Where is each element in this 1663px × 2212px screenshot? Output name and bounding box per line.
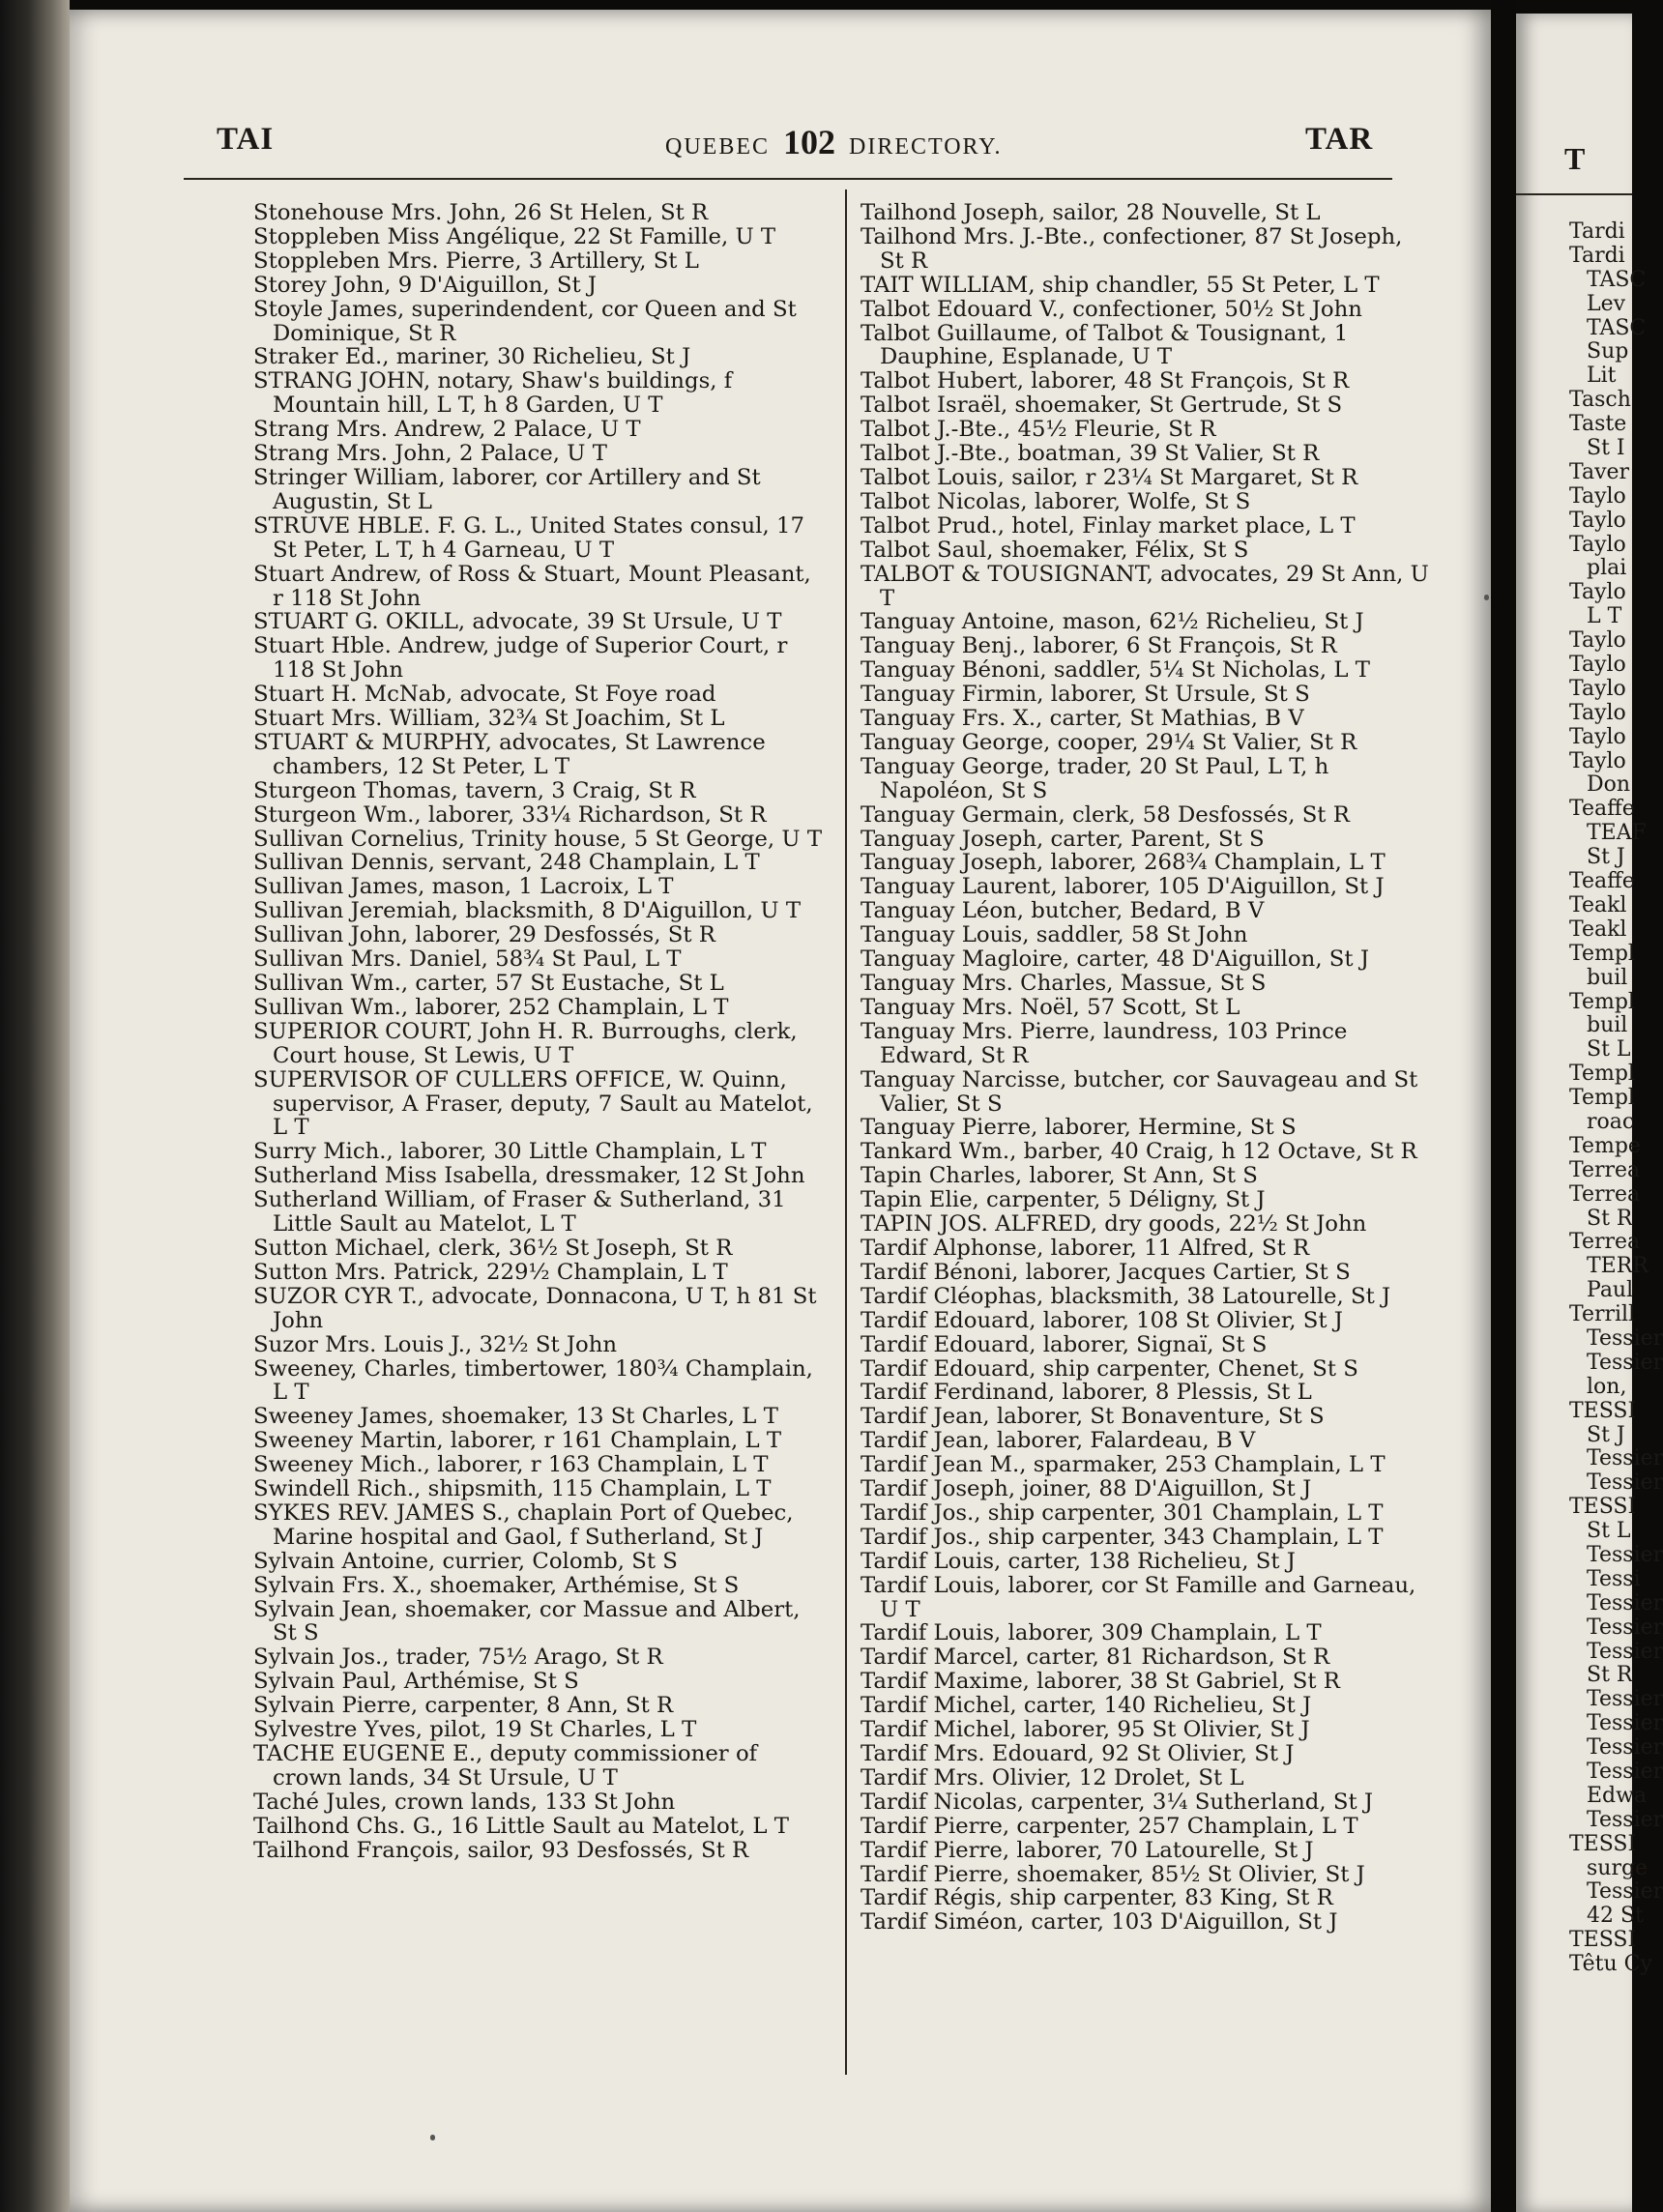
directory-entry: Tanguay Mrs. Charles, Massue, St S bbox=[861, 971, 1267, 996]
directory-entry: Strang Mrs. John, 2 Palace, U T bbox=[253, 441, 607, 467]
directory-entry: Tanguay Germain, clerk, 58 Desfossés, St R bbox=[861, 801, 1350, 828]
directory-entry: Talbot Hubert, laborer, 48 St François, St R bbox=[861, 368, 1350, 394]
directory-entry: Tanguay Bénoni, saddler, 5¼ St Nicholas, L T bbox=[861, 657, 1370, 684]
adjacent-page-line: Têtu Cy bbox=[1569, 1952, 1652, 1977]
adjacent-page-header: T bbox=[1564, 141, 1586, 176]
directory-entry: STRUVE HBLE. F. G. L., United States consul, 17 St Peter, L T, h 4 Garneau, U T bbox=[253, 512, 804, 563]
adjacent-page-line: TESSI bbox=[1569, 1928, 1637, 1953]
directory-entry: Sutherland Miss Isabella, dressmaker, 12 St John bbox=[253, 1163, 805, 1189]
adjacent-page-line: St R bbox=[1587, 1663, 1633, 1688]
adjacent-page-line: Tessier bbox=[1587, 1615, 1663, 1640]
directory-entry: Stuart Mrs. William, 32¾ St Joachim, St L bbox=[253, 706, 725, 732]
adjacent-page-line: Teakl bbox=[1569, 892, 1627, 917]
directory-entry: Tardif Joseph, joiner, 88 D'Aiguillon, St J bbox=[861, 1476, 1312, 1502]
directory-entry: Tardif Nicolas, carpenter, 3¼ Sutherland, St J bbox=[861, 1789, 1374, 1815]
adjacent-page-line: Taylo bbox=[1569, 532, 1626, 557]
adjacent-header-rule bbox=[1516, 193, 1632, 195]
directory-entry: Sweeney Martin, laborer, r 161 Champlain, L T bbox=[253, 1428, 782, 1454]
directory-entry: Tankard Wm., barber, 40 Craig, h 12 Octave, St R bbox=[861, 1139, 1417, 1165]
directory-entry: Tardif Michel, carter, 140 Richelieu, St J bbox=[861, 1693, 1312, 1719]
running-head-center bbox=[665, 122, 1002, 160]
adjacent-page-line: Terrea bbox=[1569, 1230, 1641, 1255]
directory-entry: Tanguay Pierre, laborer, Hermine, St S bbox=[861, 1115, 1297, 1141]
adjacent-page-line: TEAF bbox=[1587, 821, 1647, 846]
directory-entry: Tanguay Louis, saddler, 58 St John bbox=[861, 922, 1248, 948]
adjacent-page-line: Tasch bbox=[1569, 388, 1631, 413]
adjacent-page-line: Taylo bbox=[1569, 580, 1626, 605]
adjacent-page-line: surge bbox=[1587, 1855, 1648, 1880]
adjacent-page-line: Taylo bbox=[1569, 508, 1626, 533]
directory-entry: Talbot Prud., hotel, Finlay market place, L T bbox=[861, 512, 1356, 538]
directory-entry: Talbot Louis, sailor, r 23¼ St Margaret, St R bbox=[861, 464, 1358, 490]
adjacent-page-line: 42 St bbox=[1587, 1904, 1644, 1929]
running-head-title: DIRECTORY. bbox=[849, 134, 1003, 160]
adjacent-page-line: St L bbox=[1587, 1519, 1631, 1544]
adjacent-page-line: Tessier bbox=[1587, 1325, 1663, 1351]
adjacent-page-line: Tessier bbox=[1587, 1735, 1663, 1761]
adjacent-page-line: Tardi bbox=[1569, 219, 1625, 244]
directory-entry: Tardif Michel, laborer, 95 St Olivier, St J bbox=[861, 1717, 1310, 1743]
directory-entry: TAIT WILLIAM, ship chandler, 55 St Peter, L T bbox=[861, 272, 1380, 298]
directory-entry: Tailhond Chs. G., 16 Little Sault au Matelot, L T bbox=[253, 1813, 789, 1839]
directory-entry: Straker Ed., mariner, 30 Richelieu, St J bbox=[253, 344, 691, 370]
adjacent-page-line: Terrea bbox=[1569, 1181, 1641, 1207]
directory-entry: Tardif Maxime, laborer, 38 St Gabriel, St R bbox=[861, 1669, 1340, 1695]
adjacent-page-line: Taste bbox=[1569, 412, 1627, 437]
directory-entry: Sutherland William, of Fraser & Sutherland, 31 Little Sault au Matelot, L T bbox=[253, 1187, 786, 1237]
directory-entry: Tardif Louis, laborer, cor St Famille and Garneau, U T bbox=[861, 1572, 1416, 1622]
directory-entry: Sylvain Frs. X., shoemaker, Arthémise, St S bbox=[253, 1572, 740, 1598]
adjacent-page-line: Tessi bbox=[1587, 1566, 1641, 1591]
directory-entry: Sullivan Wm., laborer, 252 Champlain, L T bbox=[253, 994, 729, 1020]
directory-entry: Tardif Louis, carter, 138 Richelieu, St J bbox=[861, 1548, 1296, 1574]
directory-entry: TAPIN JOS. ALFRED, dry goods, 22½ St John bbox=[861, 1211, 1367, 1237]
directory-entry: Stringer William, laborer, cor Artillery and St Augustin, St L bbox=[253, 464, 761, 514]
adjacent-page-line: Tessier bbox=[1587, 1879, 1663, 1905]
directory-entry: Tardif Ferdinand, laborer, 8 Plessis, St L bbox=[861, 1380, 1312, 1406]
directory-entry: Talbot Guillaume, of Talbot & Tousignant, 1 Dauphine, Esplanade, U T bbox=[861, 320, 1349, 370]
adjacent-page-line: Taylo bbox=[1569, 628, 1626, 654]
directory-entry: Tardif Bénoni, laborer, Jacques Cartier, St S bbox=[861, 1259, 1351, 1285]
adjacent-page-line: Taylo bbox=[1569, 483, 1626, 509]
directory-entry: Tardif Mrs. Olivier, 12 Drolet, St L bbox=[861, 1764, 1244, 1790]
adjacent-page-line: Edwa bbox=[1587, 1783, 1648, 1808]
adjacent-page-line: buil bbox=[1587, 1013, 1628, 1038]
directory-entry: Sweeney, Charles, timbertower, 180¾ Champlain, L T bbox=[253, 1355, 813, 1406]
margin-speck bbox=[430, 2135, 435, 2140]
directory-entry: Sutton Mrs. Patrick, 229½ Champlain, L T bbox=[253, 1259, 728, 1285]
directory-entry: Sullivan James, mason, 1 Lacroix, L T bbox=[253, 874, 674, 900]
adjacent-page-line: Tessier bbox=[1587, 1711, 1663, 1736]
directory-entry: Tardif Jean, laborer, St Bonaventure, St S bbox=[861, 1404, 1325, 1430]
running-head-right: TAR bbox=[1305, 122, 1374, 157]
directory-entry: Stoyle James, superindendent, cor Queen and St Dominique, St R bbox=[253, 296, 797, 346]
adjacent-page-line: Taylo bbox=[1569, 653, 1626, 678]
adjacent-page-line: St J bbox=[1587, 1422, 1625, 1447]
directory-entry: Tardif Louis, laborer, 309 Champlain, L T bbox=[861, 1620, 1322, 1646]
directory-entry: Stuart H. McNab, advocate, St Foye road bbox=[253, 682, 716, 708]
adjacent-page-line: St L bbox=[1587, 1037, 1631, 1062]
directory-entry: Tanguay Joseph, carter, Parent, St S bbox=[861, 826, 1265, 852]
directory-entry: STRANG JOHN, notary, Shaw's buildings, f Mountain hill, L T, h 8 Garden, U T bbox=[253, 368, 733, 419]
directory-entry: Tardif Jean, laborer, Falardeau, B V bbox=[861, 1428, 1256, 1454]
directory-entry: Tardif Jean M., sparmaker, 253 Champlain, L T bbox=[861, 1452, 1386, 1478]
directory-entry: Stoppleben Mrs. Pierre, 3 Artillery, St L bbox=[253, 247, 699, 274]
right-column bbox=[861, 201, 1431, 1935]
directory-entry: Tanguay Laurent, laborer, 105 D'Aiguillon, St J bbox=[861, 874, 1385, 900]
adjacent-page-line: lon, bbox=[1587, 1374, 1627, 1399]
directory-entry: Surry Mich., laborer, 30 Little Champlain, L T bbox=[253, 1139, 767, 1165]
adjacent-page-line: Terrill bbox=[1569, 1302, 1636, 1327]
directory-entry: Sylvain Antoine, currier, Colomb, St S bbox=[253, 1548, 678, 1574]
running-head-left: TAI bbox=[217, 122, 275, 157]
adjacent-page-line: Templ bbox=[1569, 989, 1635, 1014]
adjacent-page-line: TERR bbox=[1587, 1254, 1648, 1279]
adjacent-page-line: TASC bbox=[1587, 267, 1647, 292]
adjacent-page-line: Don bbox=[1587, 772, 1631, 798]
directory-entry: SYKES REV. JAMES S., chaplain Port of Quebec, Marine hospital and Gaol, f Sutherland, St J bbox=[253, 1499, 794, 1550]
adjacent-page-line: Templ bbox=[1569, 1086, 1635, 1111]
directory-entry: Tanguay Benj., laborer, 6 St François, St R bbox=[861, 633, 1337, 659]
directory-entry: Stoppleben Miss Angélique, 22 St Famille, U T bbox=[253, 223, 776, 249]
directory-entry: Talbot Nicolas, laborer, Wolfe, St S bbox=[861, 488, 1251, 514]
directory-entry: SUPERIOR COURT, John H. R. Burroughs, clerk, Court house, St Lewis, U T bbox=[253, 1018, 798, 1068]
adjacent-page-line: Sup bbox=[1587, 339, 1629, 364]
directory-entry: Tanguay Mrs. Pierre, laundress, 103 Prince Edward, St R bbox=[861, 1018, 1348, 1068]
directory-entry: Tardif Edouard, ship carpenter, Chenet, St S bbox=[861, 1355, 1358, 1382]
adjacent-page-line: Taver bbox=[1569, 459, 1630, 484]
adjacent-page-line: TESSI bbox=[1569, 1495, 1637, 1520]
directory-entry: Tardif Alphonse, laborer, 11 Alfred, St R bbox=[861, 1235, 1310, 1261]
adjacent-page-line: St R bbox=[1587, 1206, 1633, 1231]
directory-entry: Tardif Siméon, carter, 103 D'Aiguillon, St J bbox=[861, 1909, 1338, 1936]
directory-entry: Sylvain Paul, Arthémise, St S bbox=[253, 1669, 579, 1695]
adjacent-page-line: Tessier bbox=[1587, 1542, 1663, 1567]
directory-entry: SUZOR CYR T., advocate, Donnacona, U T, h 81 St John bbox=[253, 1283, 817, 1333]
directory-entry: Tardif Pierre, carpenter, 257 Champlain, L T bbox=[861, 1813, 1358, 1839]
directory-entry: Tanguay George, cooper, 29¼ St Valier, St R bbox=[861, 729, 1357, 755]
directory-entry: SUPERVISOR OF CULLERS OFFICE, W. Quinn, supervisor, A Fraser, deputy, 7 Sault au Matelot, L T bbox=[253, 1066, 813, 1141]
directory-entry: Stuart Hble. Andrew, judge of Superior Court, r 118 St John bbox=[253, 633, 788, 684]
running-head-city: QUEBEC bbox=[665, 134, 770, 160]
directory-entry: Sturgeon Thomas, tavern, 3 Craig, St R bbox=[253, 777, 696, 803]
left-column bbox=[253, 201, 824, 1863]
directory-entry: TACHE EUGENE E., deputy commissioner of crown lands, 34 St Ursule, U T bbox=[253, 1741, 758, 1790]
adjacent-page-line: Templ bbox=[1569, 1062, 1635, 1087]
adjacent-page-line: Tessier bbox=[1587, 1807, 1663, 1832]
directory-entry: Sutton Michael, clerk, 36½ St Joseph, St R bbox=[253, 1235, 733, 1261]
directory-entry: Tailhond Mrs. J.-Bte., confectioner, 87 St Joseph, St R bbox=[861, 223, 1403, 274]
directory-entry: Talbot Saul, shoemaker, Félix, St S bbox=[861, 537, 1249, 563]
directory-entry: Tardif Pierre, shoemaker, 85½ St Olivier, St J bbox=[861, 1861, 1365, 1887]
directory-entry: Sylvain Pierre, carpenter, 8 Ann, St R bbox=[253, 1693, 674, 1719]
directory-entry: Tardif Jos., ship carpenter, 343 Champlain, L T bbox=[861, 1524, 1384, 1550]
directory-entry: Sylvestre Yves, pilot, 19 St Charles, L T bbox=[253, 1717, 697, 1743]
column-divider bbox=[845, 189, 847, 2075]
directory-entry: STUART G. OKILL, advocate, 39 St Ursule, U T bbox=[253, 609, 782, 635]
margin-speck bbox=[1484, 595, 1489, 600]
adjacent-page-line: Taylo bbox=[1569, 748, 1626, 773]
directory-entry: Tardif Edouard, laborer, Signaï, St S bbox=[861, 1331, 1268, 1357]
page-number: 102 bbox=[783, 123, 835, 161]
directory-entry: Tanguay Frs. X., carter, St Mathias, B V bbox=[861, 706, 1304, 732]
directory-entry: Sullivan John, laborer, 29 Desfossés, St R bbox=[253, 922, 715, 948]
directory-entry: Tardif Pierre, laborer, 70 Latourelle, St J bbox=[861, 1837, 1314, 1863]
directory-entry: Tardif Mrs. Edouard, 92 St Olivier, St J bbox=[861, 1741, 1295, 1766]
adjacent-page-line: Tessier bbox=[1587, 1760, 1663, 1784]
directory-entry: Talbot Israël, shoemaker, St Gertrude, St S bbox=[861, 393, 1343, 419]
directory-entry: Stuart Andrew, of Ross & Stuart, Mount Pleasant, r 118 St John bbox=[253, 561, 811, 611]
directory-entry: Tanguay George, trader, 20 St Paul, L T, h Napoléon, St S bbox=[861, 753, 1329, 803]
directory-entry: Taché Jules, crown lands, 133 St John bbox=[253, 1789, 676, 1815]
adjacent-page-line: Tessier bbox=[1587, 1350, 1663, 1375]
directory-entry: Stonehouse Mrs. John, 26 St Helen, St R bbox=[253, 200, 709, 225]
adjacent-page-line: Lit bbox=[1587, 364, 1617, 389]
directory-entry: Tanguay Mrs. Noël, 57 Scott, St L bbox=[861, 994, 1240, 1020]
adjacent-page-line: Tessier bbox=[1587, 1470, 1663, 1496]
adjacent-page-line: St J bbox=[1587, 845, 1625, 870]
adjacent-page-line: TESSI bbox=[1569, 1398, 1637, 1423]
directory-entry: Storey John, 9 D'Aiguillon, St J bbox=[253, 272, 597, 298]
adjacent-page-line: TASC bbox=[1587, 315, 1647, 340]
directory-entry: Tardif Jos., ship carpenter, 301 Champlain, L T bbox=[861, 1499, 1384, 1526]
directory-entry: Tardif Marcel, carter, 81 Richardson, St R bbox=[861, 1644, 1330, 1671]
directory-entry: Strang Mrs. Andrew, 2 Palace, U T bbox=[253, 417, 641, 443]
adjacent-page-line: TESSI bbox=[1569, 1831, 1637, 1856]
directory-entry: Tanguay Joseph, laborer, 268¾ Champlain, L T bbox=[861, 850, 1386, 876]
directory-entry: Sweeney James, shoemaker, 13 St Charles, L T bbox=[253, 1404, 778, 1430]
directory-entry: Sullivan Mrs. Daniel, 58¾ St Paul, L T bbox=[253, 946, 682, 973]
directory-entry: Tanguay Antoine, mason, 62½ Richelieu, St J bbox=[861, 609, 1364, 635]
adjacent-page-line: buil bbox=[1587, 965, 1628, 990]
directory-entry: Tardif Edouard, laborer, 108 St Olivier, St J bbox=[861, 1307, 1343, 1333]
adjacent-page-line: Teakl bbox=[1569, 917, 1627, 942]
adjacent-page-line: Teaffe bbox=[1569, 869, 1635, 894]
directory-entry: Swindell Rich., shipsmith, 115 Champlain, L T bbox=[253, 1476, 772, 1502]
adjacent-page-line: Templ bbox=[1569, 941, 1635, 966]
adjacent-page-line: Tessier bbox=[1587, 1446, 1663, 1471]
directory-entry: Suzor Mrs. Louis J., 32½ St John bbox=[253, 1331, 618, 1357]
directory-entry: Tanguay Narcisse, butcher, cor Sauvageau and St Valier, St S bbox=[861, 1066, 1418, 1117]
adjacent-page-column bbox=[1569, 220, 1663, 1977]
directory-entry: Tanguay Firmin, laborer, St Ursule, St S bbox=[861, 682, 1310, 708]
directory-entry: Tardif Régis, ship carpenter, 83 King, St R bbox=[861, 1885, 1333, 1911]
adjacent-page-line: Tempe bbox=[1569, 1133, 1641, 1158]
directory-entry: Sullivan Wm., carter, 57 St Eustache, St L bbox=[253, 971, 724, 996]
adjacent-page-line: Tessier bbox=[1587, 1639, 1663, 1664]
adjacent-page-line: Tessier bbox=[1587, 1687, 1663, 1712]
directory-entry: Tapin Charles, laborer, St Ann, St S bbox=[861, 1163, 1258, 1189]
adjacent-page-line: Tessier bbox=[1587, 1590, 1663, 1615]
adjacent-page bbox=[1516, 14, 1663, 2212]
page-gutter bbox=[1491, 0, 1516, 2212]
adjacent-page-line: St I bbox=[1587, 436, 1625, 461]
adjacent-page-line: Terrea bbox=[1569, 1157, 1641, 1182]
directory-entry: Sullivan Jeremiah, blacksmith, 8 D'Aiguillon, U T bbox=[253, 898, 802, 924]
directory-entry: Tailhond Joseph, sailor, 28 Nouvelle, St L bbox=[861, 200, 1321, 225]
adjacent-page-line: L T bbox=[1587, 604, 1622, 629]
adjacent-page-line: Taylo bbox=[1569, 724, 1626, 749]
directory-entry: Tanguay Magloire, carter, 48 D'Aiguillon, St J bbox=[861, 946, 1369, 973]
adjacent-page-line: Taylo bbox=[1569, 700, 1626, 725]
directory-entry: Talbot J.-Bte., boatman, 39 St Valier, St R bbox=[861, 441, 1320, 467]
directory-entry: Tanguay Léon, butcher, Bedard, B V bbox=[861, 898, 1265, 924]
book-spine-edge bbox=[0, 0, 70, 2212]
directory-entry: Sylvain Jos., trader, 75½ Arago, St R bbox=[253, 1644, 663, 1671]
directory-entry: Talbot J.-Bte., 45½ Fleurie, St R bbox=[861, 417, 1216, 443]
directory-entry: Sullivan Cornelius, Trinity house, 5 St George, U T bbox=[253, 826, 823, 852]
directory-entry: STUART & MURPHY, advocates, St Lawrence chambers, 12 St Peter, L T bbox=[253, 729, 766, 779]
adjacent-page-line: plai bbox=[1587, 556, 1627, 581]
adjacent-page-line: Lev bbox=[1587, 291, 1626, 316]
adjacent-page-line: Teaffe bbox=[1569, 797, 1635, 822]
adjacent-page-line: Taylo bbox=[1569, 676, 1626, 701]
directory-entry: Tapin Elie, carpenter, 5 Déligny, St J bbox=[861, 1187, 1266, 1213]
directory-entry: TALBOT & TOUSIGNANT, advocates, 29 St Ann, U T bbox=[861, 561, 1429, 611]
directory-entry: Sullivan Dennis, servant, 248 Champlain, L T bbox=[253, 850, 760, 876]
adjacent-page-line: Tardi bbox=[1569, 243, 1625, 268]
directory-entry: Tardif Cléophas, blacksmith, 38 Latourelle, St J bbox=[861, 1283, 1391, 1309]
directory-entry: Tailhond François, sailor, 93 Desfossés, St R bbox=[253, 1837, 749, 1863]
adjacent-page-line: Paul bbox=[1587, 1278, 1634, 1303]
adjacent-page-line: roac bbox=[1587, 1109, 1635, 1134]
directory-entry: Sylvain Jean, shoemaker, cor Massue and Albert, St S bbox=[253, 1596, 801, 1646]
directory-entry: Talbot Edouard V., confectioner, 50½ St John bbox=[861, 296, 1362, 322]
directory-entry: Sturgeon Wm., laborer, 33¼ Richardson, St R bbox=[253, 801, 767, 828]
directory-entry: Sweeney Mich., laborer, r 163 Champlain, L T bbox=[253, 1452, 769, 1478]
header-rule bbox=[184, 178, 1392, 180]
